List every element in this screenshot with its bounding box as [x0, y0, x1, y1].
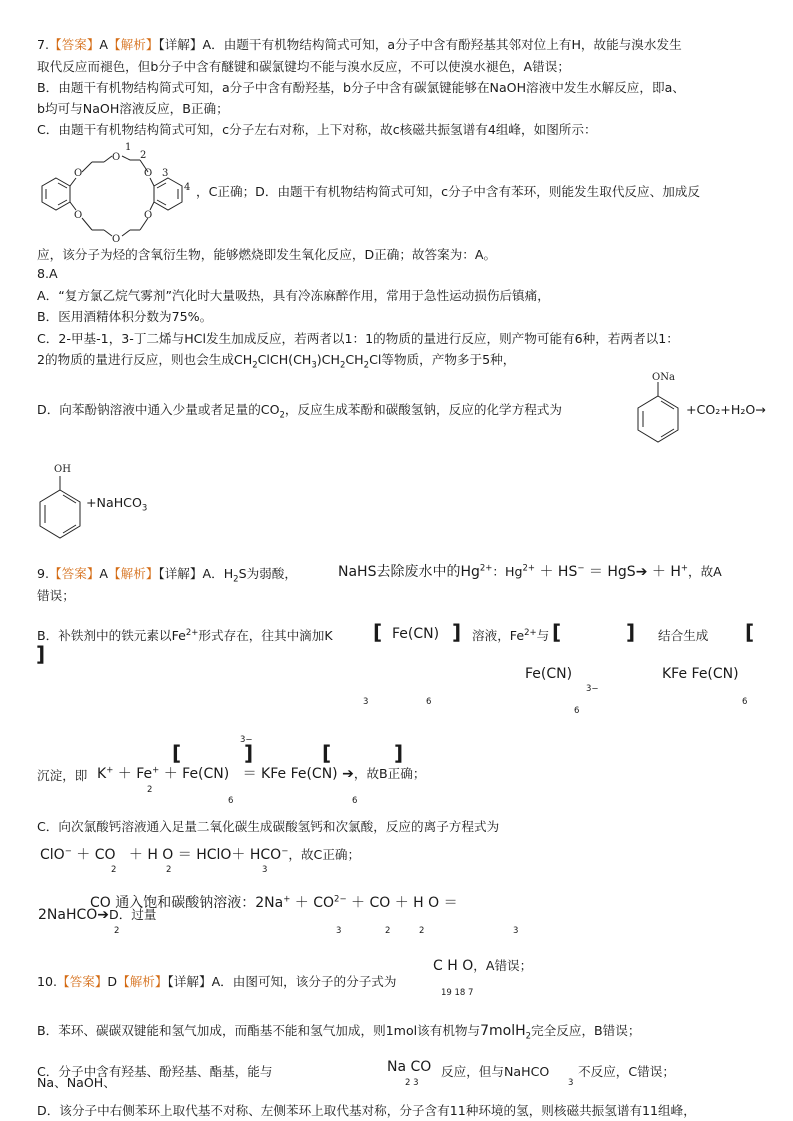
crown-ether-structure [34, 138, 194, 256]
bracket: ] [244, 741, 254, 765]
bracket: ] [394, 741, 404, 765]
q10-a: 10.【答案】D【解析】【详解】A．由图可知，该分子的分子式为 [37, 974, 397, 989]
q10-c4: 不反应，C错误； [578, 1064, 675, 1079]
q9-b3: Fe(CN) [392, 626, 440, 642]
q10-c1b: Na、NaOH、 [37, 1075, 116, 1090]
bracket: [ [552, 620, 562, 644]
q10-b: B．苯环、碳碳双键能和氢气加成，而酯基不能和氢气加成，则1mol该有机物与7molH$_2$完全反应，B错误； [37, 1023, 641, 1042]
q10-c2: Na CO [387, 1059, 432, 1075]
q9-b8: KFe Fe(CN) [662, 666, 739, 682]
sub-6: 6 [742, 697, 748, 707]
q9-b7: Fe(CN) [525, 666, 573, 682]
label-3: 3 [162, 168, 169, 179]
q8-nahco3: +NaHCO$_3$ [86, 495, 148, 514]
sub-2: 2 [111, 865, 117, 875]
q9-b7-sup: 3− [586, 684, 599, 694]
sub-2: 2 [419, 926, 425, 936]
q9-b9: 沉淀，即 [37, 768, 88, 783]
o-atom: O [112, 152, 121, 163]
sodium-phenoxide-structure [634, 368, 686, 450]
label-1: 1 [125, 142, 132, 153]
q8-c1: C．2-甲基-1，3-丁二烯与HCl发生加成反应，若两者以1：1的物质的量进行反应，则产物可能有6种，若两者以1： [37, 331, 679, 346]
q7-line-6: ，C正确；D．由题干有机物结构简式可知，c分子中含有苯环，则能发生取代反应、加成反 [196, 184, 700, 199]
bracket: ] [36, 642, 46, 666]
q9-b4: 溶液，$Fe^{2+}$与 [472, 627, 550, 643]
sub-6: 6 [228, 796, 234, 806]
q8-d: D．向苯酚钠溶液中通入少量或者足量的$CO_2$，反应生成苯酚和碳酸氢钠，反应的化学方程式为 [37, 402, 562, 421]
q8-head: 8.A [37, 266, 58, 281]
q7-line-3: B．由题干有机物结构简式可知，a分子中含有酚羟基，b分子中含有碳氯键能够在NaOH溶液中发生水解反应，即a、 [37, 80, 685, 95]
sub-2: 2 [166, 865, 172, 875]
q10-formula: C H O，A错误； [433, 958, 533, 974]
q9-a-2: 错误； [37, 588, 75, 603]
label-2: 2 [140, 150, 147, 161]
q10-d: D．该分子中右侧苯环上取代基不对称、左侧苯环上取代基对称，分子含有11种环境的氢，则核磁共振氢谱有11组峰， [37, 1103, 696, 1118]
q9-b-eq: K+ ＋ Fe+ ＋ Fe(CN) ＝ KFe Fe(CN) ➔，故B正确； [97, 765, 426, 782]
label-4: 4 [184, 182, 191, 193]
q10-c2-sub: 2 3 [405, 1078, 419, 1088]
q10-c3: 反应，但与NaHCO [441, 1064, 550, 1079]
q9-b6: 结合生成 [658, 628, 709, 643]
q7-line-4: b均可与NaOH溶液反应，B正确； [37, 101, 229, 116]
bracket: [ [322, 741, 332, 765]
q9-a-eq: NaHS去除废水中的$Hg^{2+}$：$Hg^{2+} + HS^-$ ＝ HgS➔ ＋ H+，故A [338, 563, 722, 580]
sub-3: 3 [336, 926, 342, 936]
ona-label: ONa [652, 372, 675, 383]
bracket: [ [172, 741, 182, 765]
sub-3: 3 [363, 697, 369, 707]
q8-eq1: +CO₂+H₂O→ [686, 402, 766, 417]
sub-2: 2 [385, 926, 391, 936]
q9-d4: 2NaHCO➔D．过量 [38, 907, 157, 923]
q7-line-7: 应，该分子为烃的含氧衍生物，能够燃烧即发生氧化反应，D正确；故答案为：A。 [37, 247, 497, 262]
q9-b1: B．补铁剂中的铁元素以$Fe^{2+}$形式存在，往其中滴加K [37, 627, 333, 643]
q9-b12-sup: 3− [240, 735, 253, 745]
sub-6: 6 [426, 697, 432, 707]
sub-6: 6 [352, 796, 358, 806]
q10-c3-sub: 3 [568, 1078, 574, 1088]
sub-2: 2 [147, 785, 153, 795]
q9-c1: C．向次氯酸钙溶液通入足量二氧化碳生成碳酸氢钙和次氯酸，反应的离子方程式为 [37, 819, 500, 834]
sub-6: 6 [574, 706, 580, 716]
o-atom: O [144, 210, 153, 221]
q10-c1: C．分子中含有羟基、酚羟基、酯基，能与 [37, 1064, 273, 1079]
bracket: ] [452, 620, 462, 644]
bracket: ] [626, 620, 636, 644]
q8-a: A．“复方氯乙烷气雾剂”汽化时大量吸热，具有冷冻麻醉作用，常用于急性运动损伤后镇痛， [37, 288, 550, 303]
sub-3: 3 [513, 926, 519, 936]
o-atom: O [112, 234, 121, 245]
bracket: [ [373, 620, 383, 644]
bracket: [ [745, 620, 755, 644]
q10-formula-sub: 19 18 7 [441, 988, 474, 998]
o-atom: O [74, 168, 83, 179]
sub-2: 2 [114, 926, 120, 936]
q8-b: B．医用酒精体积分数为75%。 [37, 309, 213, 324]
q9-c-eq: ClO− ＋ CO ＋ H O ＝ HClO＋ HCO−，故C正确； [40, 846, 361, 863]
q7-line-2: 取代反应而褪色，但b分子中含有醚键和碳氯键均不能与溴水反应，不可以使溴水褪色，A错误； [37, 59, 570, 74]
q7-line-5: C．由题干有机物结构简式可知，c分子左右对称，上下对称，故c核磁共振氢谱有4组峰，如图所示： [37, 122, 597, 137]
sub-3: 3 [262, 865, 268, 875]
o-atom: O [74, 210, 83, 221]
q8-c2: 2的物质的量进行反应，则也会生成$CH_2ClCH(CH_3)CH_2CH_2Cl$等物质，产物多于5种， [37, 352, 516, 371]
oh-label: OH [54, 464, 71, 475]
q9-d1: CO 通入饱和碳酸钠溶液：$2Na^+ + CO^{2-}$ ＋ CO ＋ H O ＝ [90, 894, 458, 911]
q9-a: 9.【答案】A【解析】【详解】A．$H_2S$为弱酸， [37, 566, 297, 585]
phenol-structure [34, 460, 86, 546]
q7-line-1: 7.【答案】A【解析】【详解】A．由题干有机物结构简式可知，a分子中含有酚羟基其邻对位上有H，故能与溴水发生 [37, 37, 682, 52]
o-atom: O [144, 168, 153, 179]
